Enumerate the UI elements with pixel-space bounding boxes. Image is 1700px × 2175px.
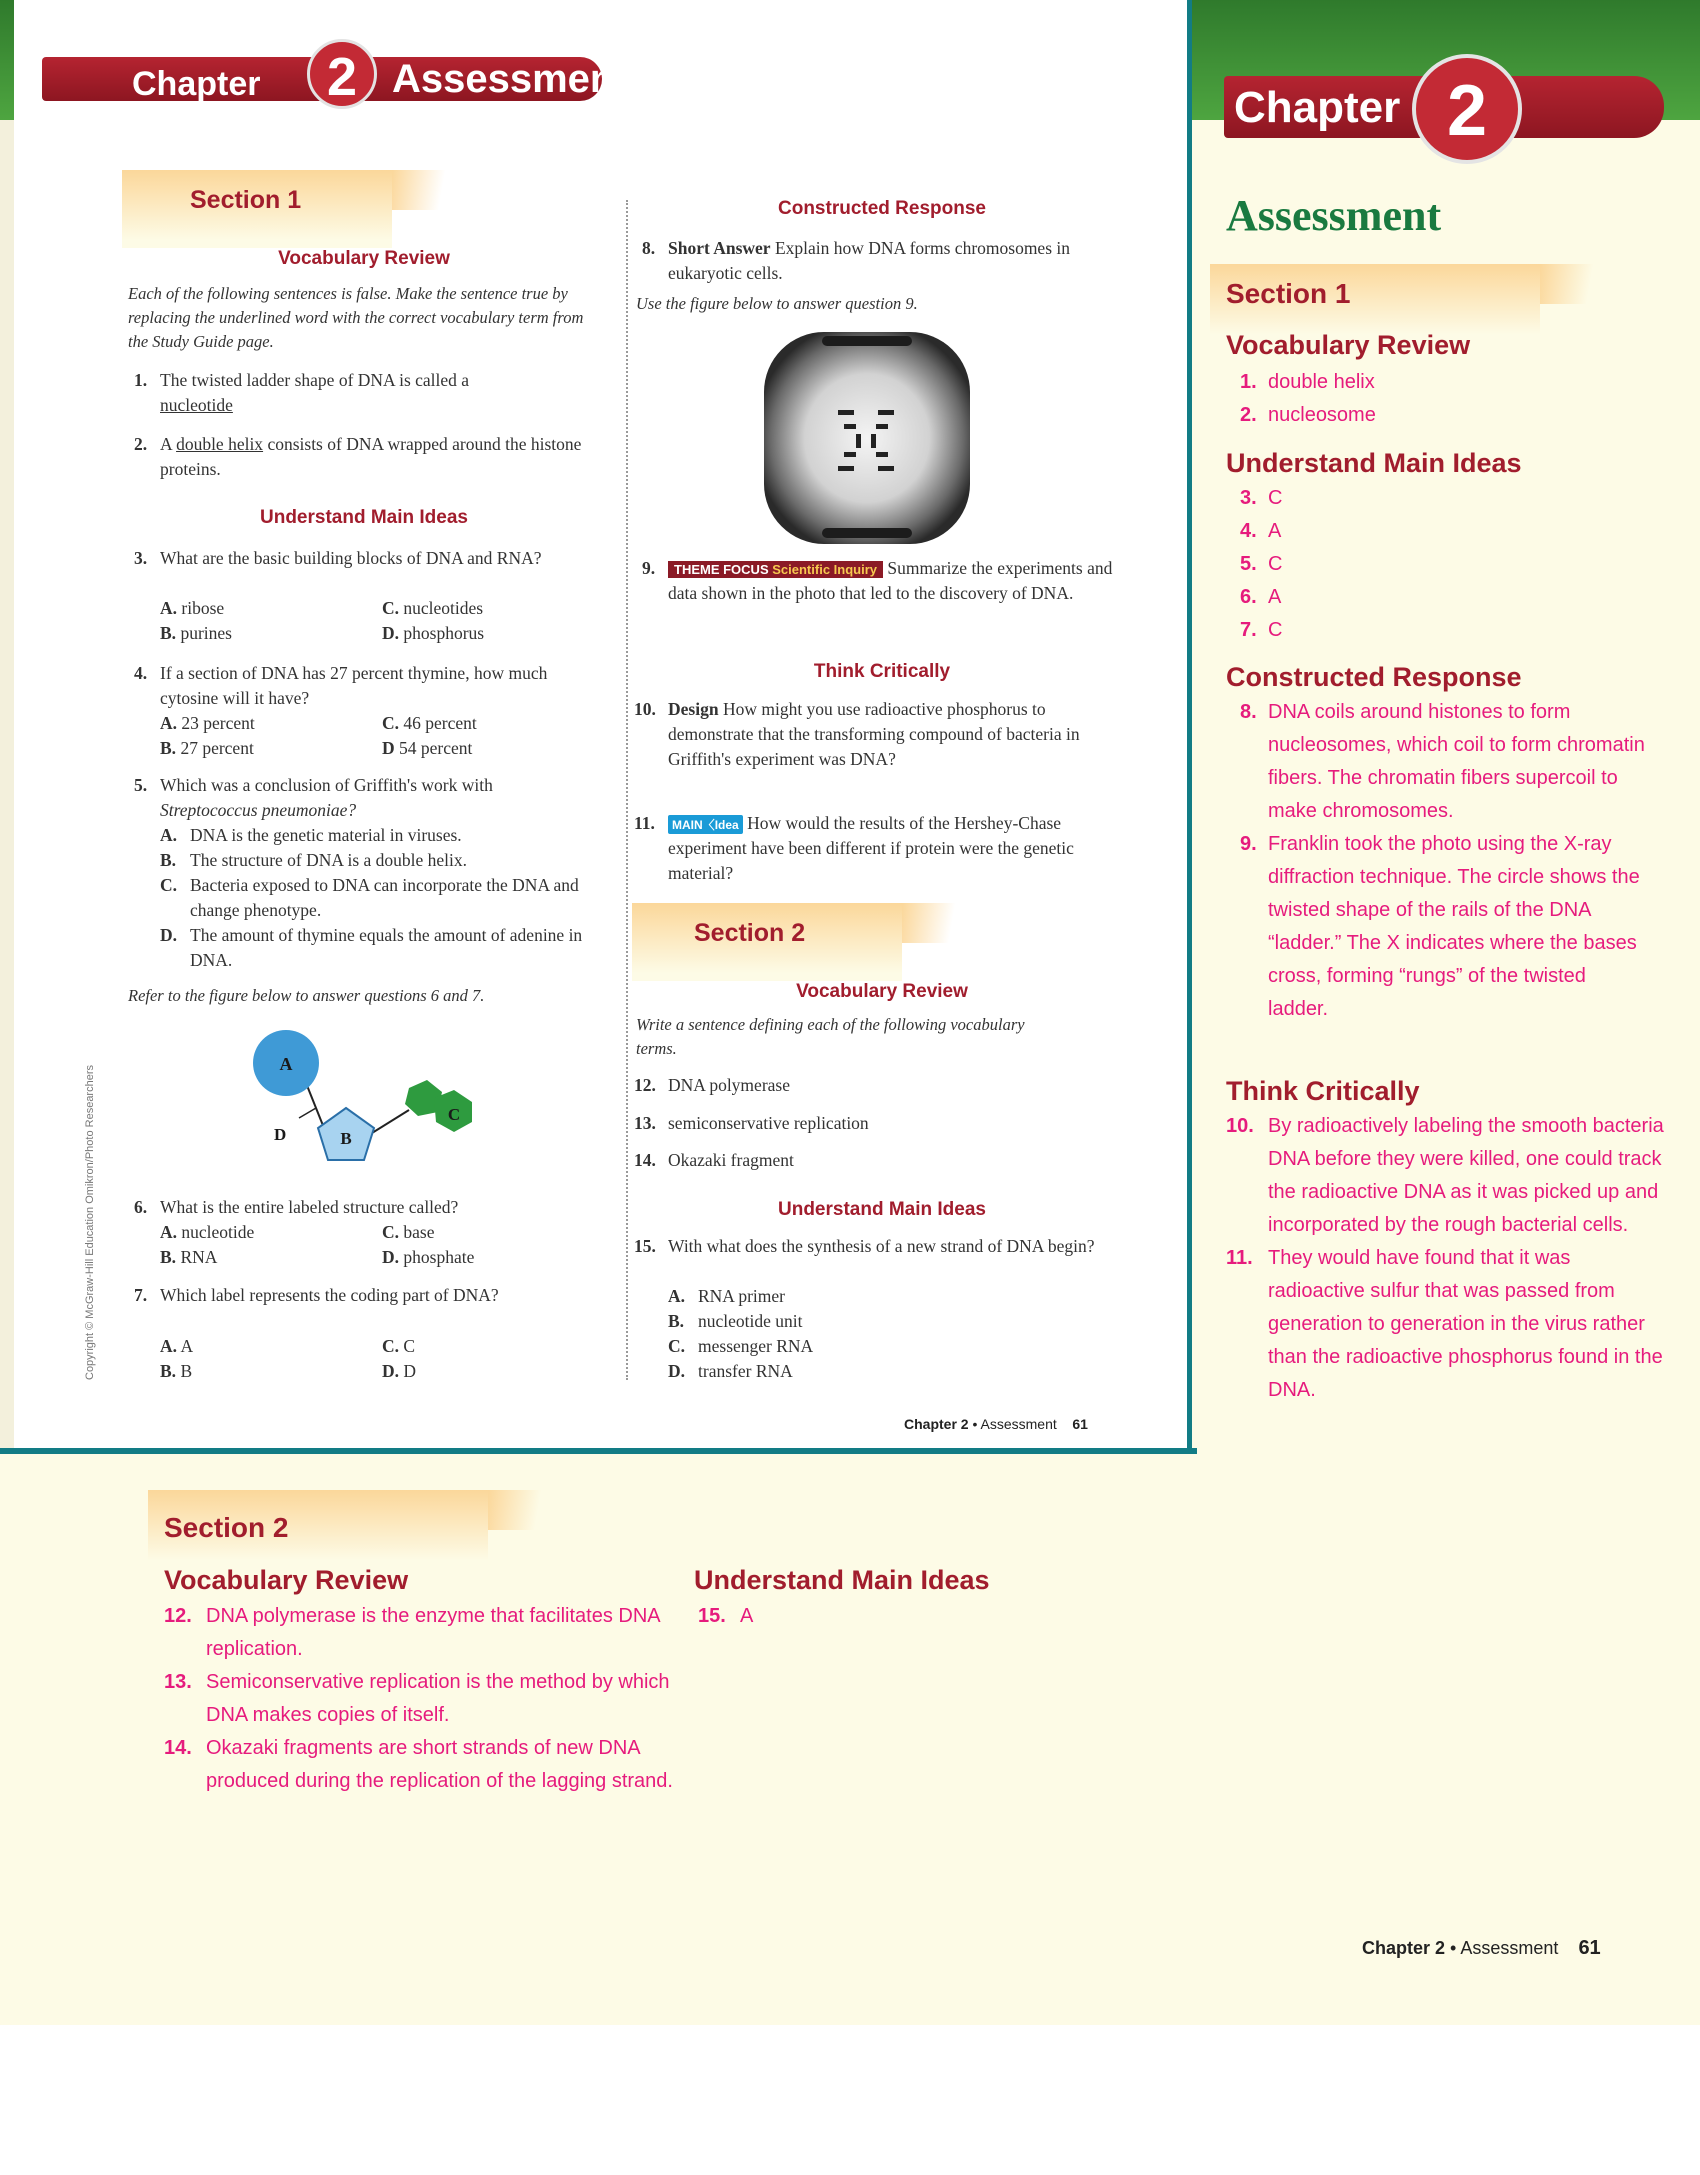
- section-2-tab: [632, 903, 902, 981]
- question-text: Okazaki fragment: [668, 1150, 794, 1170]
- ak-umi-heading: Understand Main Ideas: [1226, 448, 1522, 478]
- answer-text: Okazaki fragments are short strands of new DNA produced during the replication of the lagging strand.: [206, 1737, 673, 1792]
- question-text: A: [160, 434, 172, 454]
- option[interactable]: A. DNA is the genetic material in viruses.: [160, 825, 462, 845]
- question-number: 5.: [134, 775, 148, 795]
- question-12: [634, 1073, 1104, 1098]
- option[interactable]: D 54 percent: [382, 738, 473, 758]
- answer-number: 9.: [1240, 833, 1257, 855]
- ak-s2-umi-heading: Understand Main Ideas: [694, 1565, 990, 1595]
- footer-chapter: Chapter 2: [904, 1416, 969, 1432]
- ak-chapter-circle: [1412, 54, 1522, 164]
- ak-chapter-number: 2: [1446, 71, 1488, 151]
- question-text: How would the results of the Hershey-Chase experiment have been different if protein were the genetic material?: [668, 813, 1074, 883]
- question-text: If a section of DNA has 27 percent thymine, how much cytosine will it have?: [160, 663, 548, 708]
- footer-section: Assessment: [980, 1416, 1057, 1432]
- option[interactable]: D. D: [382, 1361, 417, 1381]
- answer-item: [1240, 515, 1660, 548]
- ak-chapter-label: Chapter: [1234, 83, 1401, 132]
- student-page-footer: [904, 1416, 1088, 1432]
- option[interactable]: A. A: [160, 1336, 194, 1356]
- ak-section-2-tab: [148, 1490, 488, 1568]
- question-15: [634, 1234, 1112, 1259]
- question-text: The twisted ladder shape of DNA is called a: [160, 370, 470, 390]
- answer-item: [1226, 1242, 1666, 1407]
- question-number: 14.: [634, 1150, 656, 1170]
- option[interactable]: C. C: [382, 1336, 416, 1356]
- answer-text: A: [1268, 586, 1282, 608]
- option[interactable]: A. RNA primer: [668, 1286, 786, 1306]
- bond-line: [372, 1110, 409, 1133]
- question-number: 11.: [634, 813, 655, 833]
- chapter-number-circle: [307, 39, 377, 109]
- q6-options: [160, 1220, 600, 1270]
- q3-options: [160, 596, 600, 646]
- ak-s2-umi-list: [698, 1600, 998, 1633]
- answer-text: DNA polymerase is the enzyme that facilitates DNA replication.: [206, 1605, 660, 1660]
- student-page: [14, 0, 1192, 1453]
- answer-number: 7.: [1240, 619, 1257, 641]
- answer-item: [164, 1666, 684, 1732]
- section-1-title: Section 1: [190, 186, 302, 214]
- footer-separator: •: [972, 1416, 978, 1432]
- q4-options: [160, 711, 600, 761]
- answer-text: A: [1268, 520, 1282, 542]
- option[interactable]: C. 46 percent: [382, 713, 477, 733]
- answer-number: 5.: [1240, 553, 1257, 575]
- page-bottom-rule: [0, 1448, 1197, 1454]
- answer-key-chapter-banner: [1224, 71, 1664, 151]
- label-b: B: [340, 1129, 352, 1148]
- option[interactable]: D. transfer RNA: [668, 1361, 793, 1381]
- question-text: With what does the synthesis of a new strand of DNA begin?: [668, 1236, 1095, 1256]
- answer-item: [1240, 581, 1660, 614]
- question-13: [634, 1111, 1104, 1136]
- question-text: Which label represents the coding part of DNA?: [160, 1285, 499, 1305]
- question-text: Which was a conclusion of Griffith's work with: [160, 775, 493, 795]
- main-idea-badge: MAIN〈Idea: [668, 815, 743, 834]
- question-number: 3.: [134, 548, 148, 568]
- ak-cr-list: [1240, 696, 1650, 1026]
- answer-text: They would have found that it was radioactive sulfur that was passed from generation to generation in the virus rather than the radioactive phosphorus found in the DNA.: [1268, 1247, 1663, 1401]
- option[interactable]: A. nucleotide: [160, 1222, 255, 1242]
- diffraction-arc-top: [822, 336, 912, 346]
- question-text: DNA polymerase: [668, 1075, 790, 1095]
- question-7: [134, 1283, 554, 1308]
- answer-item: [164, 1732, 684, 1798]
- diffraction-arc-bottom: [822, 528, 912, 538]
- option[interactable]: A. ribose: [160, 598, 225, 618]
- q7-options: [160, 1334, 600, 1384]
- answer-text: C: [1268, 553, 1283, 575]
- answer-item: [1226, 1110, 1666, 1242]
- question-10: [634, 697, 1112, 772]
- ak-footer-section: Assessment: [1460, 1938, 1559, 1958]
- label-a: A: [279, 1054, 293, 1074]
- option[interactable]: A. 23 percent: [160, 713, 255, 733]
- species-name: Streptococcus pneumoniae?: [160, 800, 357, 820]
- copyright-notice: Copyright © McGraw-Hill Education Omikron/Photo Researchers: [84, 1065, 96, 1380]
- question-11: [634, 811, 1112, 886]
- ak-footer-chapter: Chapter 2: [1362, 1938, 1446, 1958]
- column-divider: [626, 200, 628, 1380]
- answer-number: 8.: [1240, 701, 1257, 723]
- vocab-instructions: Each of the following sentences is false. Make the sentence true by replacing the underlined word with the correct vocabulary term from the Study Guide page.: [128, 284, 584, 351]
- question-number: 12.: [634, 1075, 656, 1095]
- question-4: [134, 661, 604, 711]
- ak-section-1-title: Section 1: [1226, 278, 1351, 309]
- question-label: Short Answer: [668, 238, 771, 258]
- option[interactable]: C. messenger RNA: [668, 1336, 814, 1356]
- leader-line-d: [299, 1108, 316, 1118]
- answer-text: DNA coils around histones to form nucleosomes, which coil to form chromatin fibers. The chromatin fibers supercoil to make chromosomes.: [1268, 701, 1645, 822]
- question-text: What are the basic building blocks of DNA and RNA?: [160, 548, 542, 568]
- answer-text: double helix: [1268, 371, 1375, 393]
- ak-footer-separator: •: [1450, 1938, 1457, 1958]
- question-9: [642, 556, 1122, 606]
- answer-number: 15.: [698, 1605, 726, 1627]
- q5-options: [160, 823, 600, 973]
- answer-number: 3.: [1240, 487, 1257, 509]
- label-d: D: [274, 1125, 287, 1144]
- ak-tc-heading: Think Critically: [1226, 1076, 1420, 1106]
- question-text: semiconservative replication: [668, 1113, 869, 1133]
- ak-vocab-list: [1240, 366, 1660, 432]
- question-number: 6.: [134, 1197, 148, 1217]
- question-number: 4.: [134, 663, 148, 683]
- section-2-title: Section 2: [694, 919, 806, 947]
- ak-s2-vocab-heading: Vocabulary Review: [164, 1565, 409, 1595]
- option[interactable]: C. nucleotides: [382, 598, 484, 618]
- answer-number: 12.: [164, 1605, 192, 1627]
- s2-vocab-heading: Vocabulary Review: [796, 981, 968, 1002]
- question-text: Explain how DNA forms chromosomes in eukaryotic cells.: [668, 238, 1070, 283]
- underlined-term: double helix: [176, 434, 264, 454]
- answer-number: 6.: [1240, 586, 1257, 608]
- page-left-margin: [0, 120, 14, 1453]
- answer-number: 11.: [1226, 1247, 1253, 1269]
- vocab-review-heading: Vocabulary Review: [278, 248, 450, 269]
- refer-instruction: Refer to the figure below to answer questions 6 and 7.: [128, 986, 485, 1005]
- banner-chapter-label: Chapter: [132, 65, 261, 103]
- s2-umi-heading: Understand Main Ideas: [778, 1199, 986, 1220]
- question-text: consists of DNA wrapped around the histone proteins.: [160, 434, 582, 479]
- answer-text: C: [1268, 487, 1283, 509]
- answer-number: 1.: [1240, 371, 1257, 393]
- question-number: 8.: [642, 238, 656, 258]
- option[interactable]: D. The amount of thymine equals the amount of adenine in DNA.: [160, 925, 583, 970]
- option[interactable]: C. Bacteria exposed to DNA can incorporate the DNA and change phenotype.: [160, 875, 579, 920]
- label-c: C: [447, 1105, 461, 1124]
- ak-s2-vocab-list: [164, 1600, 684, 1798]
- question-text: How might you use radioactive phosphorus to demonstrate that the transforming compound of bacteria in Griffith's experiment was DNA?: [668, 699, 1080, 769]
- constructed-response-heading: Constructed Response: [778, 198, 986, 219]
- answer-text: By radioactively labeling the smooth bacteria DNA before they were killed, one could track the radioactive DNA as it was picked up and incorporated by the rough bacterial cells.: [1268, 1115, 1664, 1236]
- ak-cr-heading: Constructed Response: [1226, 662, 1522, 692]
- question-2: [134, 432, 604, 482]
- ak-vocab-heading: Vocabulary Review: [1226, 330, 1471, 360]
- answer-item: [1240, 399, 1660, 432]
- section-1-tab: [122, 170, 392, 248]
- ak-tc-list: [1226, 1110, 1666, 1407]
- option[interactable]: B. RNA: [160, 1247, 218, 1267]
- option[interactable]: B. 27 percent: [160, 738, 254, 758]
- answer-text: Franklin took the photo using the X-ray diffraction technique. The circle shows the twisted shape of the rails of the DNA “ladder.” The X indicates where the bases cross, forming “rungs” of the twisted ladder.: [1268, 833, 1640, 1020]
- answer-item: [1240, 828, 1650, 1026]
- question-label: Design: [668, 699, 719, 719]
- use-figure-instruction: Use the figure below to answer question 9.: [636, 294, 918, 313]
- umi-heading: Understand Main Ideas: [260, 507, 468, 528]
- answer-key-footer: [1362, 1937, 1601, 1960]
- answer-item: [1240, 614, 1660, 647]
- question-1: [134, 368, 604, 418]
- think-critically-heading: Think Critically: [813, 661, 951, 682]
- question-number: 15.: [634, 1236, 656, 1256]
- question-number: 1.: [134, 370, 148, 390]
- answer-item: [1240, 548, 1660, 581]
- xray-diffraction-photo: [760, 328, 974, 548]
- answer-number: 14.: [164, 1737, 192, 1759]
- question-text: Summarize the experiments and data shown in the photo that led to the discovery of DNA.: [668, 558, 1113, 603]
- ak-umi-list: [1240, 482, 1660, 647]
- chapter-number: 2: [326, 47, 358, 107]
- chapter-banner: [42, 47, 628, 107]
- question-number: 9.: [642, 558, 656, 578]
- question-text: What is the entire labeled structure called?: [160, 1197, 459, 1217]
- q15-options: [668, 1284, 1068, 1384]
- s2-vocab-instructions: Write a sentence defining each of the following vocabulary terms.: [636, 1015, 1025, 1058]
- question-5: [134, 773, 604, 823]
- question-number: 7.: [134, 1285, 148, 1305]
- question-3: [134, 546, 604, 571]
- answer-number: 2.: [1240, 404, 1257, 426]
- answer-number: 13.: [164, 1671, 192, 1693]
- option[interactable]: B. B: [160, 1361, 193, 1381]
- option[interactable]: B. purines: [160, 623, 232, 643]
- question-8: [642, 236, 1112, 286]
- footer-page-number: 61: [1072, 1416, 1088, 1432]
- answer-text: nucleosome: [1268, 404, 1376, 426]
- answer-number: 4.: [1240, 520, 1257, 542]
- question-14: [634, 1148, 1104, 1173]
- answer-text: A: [740, 1605, 754, 1627]
- ak-assessment-title: Assessment: [1226, 191, 1442, 240]
- option[interactable]: D. phosphate: [382, 1247, 475, 1267]
- answer-item: [1240, 366, 1660, 399]
- answer-item: [1240, 482, 1660, 515]
- answer-item: [1240, 696, 1650, 828]
- theme-focus-badge: THEME FOCUS Scientific Inquiry: [668, 561, 883, 578]
- option[interactable]: B. nucleotide unit: [668, 1311, 803, 1331]
- photo-background: [764, 332, 970, 544]
- option[interactable]: B. The structure of DNA is a double helix.: [160, 850, 468, 870]
- answer-item: [164, 1600, 684, 1666]
- question-number: 2.: [134, 434, 148, 454]
- answer-text: Semiconservative replication is the method by which DNA makes copies of itself.: [206, 1671, 670, 1726]
- ak-footer-page-number: 61: [1578, 1937, 1601, 1959]
- answer-item: [698, 1600, 998, 1633]
- nucleotide-figure: [244, 1028, 504, 1178]
- question-number: 10.: [634, 699, 656, 719]
- option[interactable]: D. phosphorus: [382, 623, 485, 643]
- ak-section-2-title: Section 2: [164, 1512, 289, 1543]
- question-6: [134, 1195, 604, 1220]
- underlined-term: nucleotide: [160, 395, 233, 415]
- banner-title: Assessment: [392, 57, 628, 101]
- question-number: 13.: [634, 1113, 656, 1133]
- answer-number: 10.: [1226, 1115, 1254, 1137]
- answer-text: C: [1268, 619, 1283, 641]
- option[interactable]: C. base: [382, 1222, 435, 1242]
